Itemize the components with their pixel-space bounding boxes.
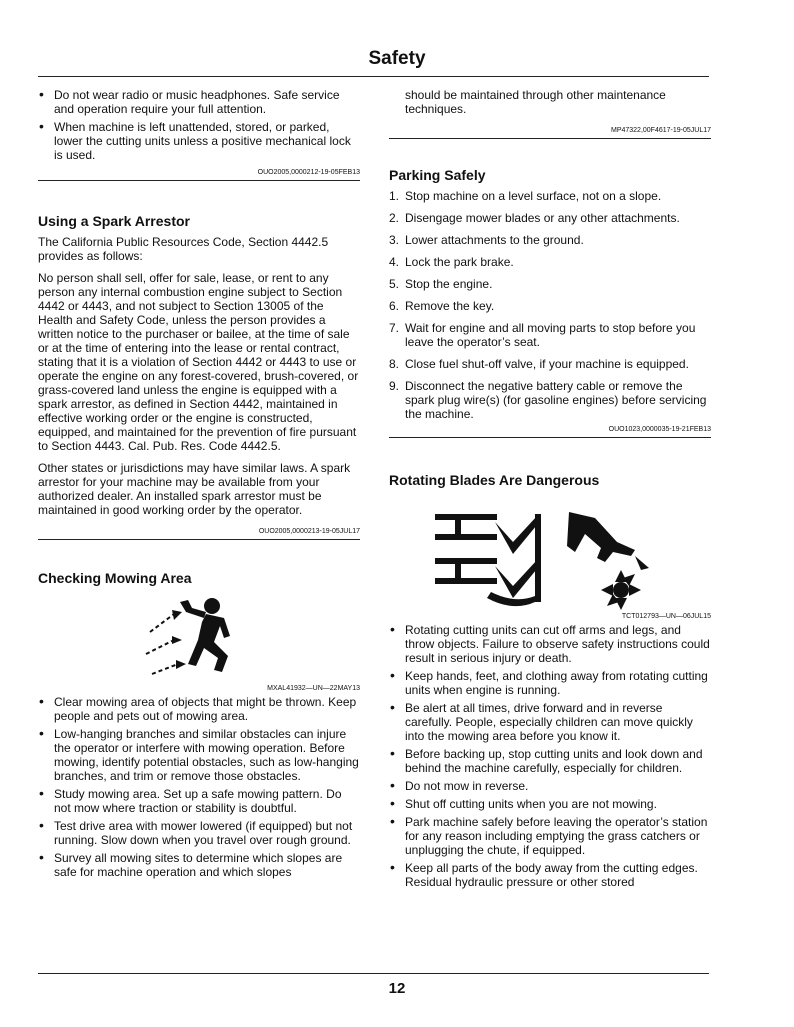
- section-heading: Rotating Blades Are Dangerous: [389, 472, 600, 488]
- parking-steps-list: [389, 189, 711, 421]
- thrown-object-figure: [38, 592, 360, 684]
- section-heading: Checking Mowing Area: [38, 570, 192, 586]
- section-heading: Parking Safely: [389, 167, 486, 183]
- spark-arrestor-section: [38, 213, 360, 540]
- section-divider: [38, 539, 360, 540]
- section-divider: [38, 180, 360, 181]
- right-column: [389, 88, 711, 893]
- mowing-bullet-list: [38, 695, 360, 879]
- section-divider: [389, 138, 711, 139]
- list-item: 4. Lock the park brake.: [389, 255, 514, 269]
- list-item: • When machine is left unattended, stored, or parked, lower the cutting units unless a positive mechanical lock is used.: [38, 120, 360, 162]
- figure-code: MXAL41932—UN—22MAY13: [267, 685, 360, 692]
- figure-code: TCT012793—UN—06JUL15: [621, 613, 711, 620]
- rotating-blades-figure: [389, 494, 711, 612]
- list-item: 8. Close fuel shut-off valve, if your machine is equipped.: [389, 357, 689, 371]
- list-item: • Keep all parts of the body away from the cutting edges. Residual hydraulic pressure or other stored: [389, 861, 711, 889]
- list-item: 6. Remove the key.: [389, 299, 495, 313]
- reference-code: OUO1023,0000035-19-21FEB13: [608, 426, 711, 433]
- list-item: • Rotating cutting units can cut off arms and legs, and throw objects. Failure to observe safety instructions could result in serious injury or death.: [389, 623, 711, 665]
- paragraph: The California Public Resources Code, Section 4442.5 provides as follows:: [38, 235, 329, 263]
- mowing-area-section: [38, 570, 360, 879]
- list-item: • Shut off cutting units when you are not mowing.: [389, 797, 711, 811]
- paragraph: should be maintained through other maintenance techniques.: [405, 88, 666, 116]
- reference-code: MP47322,00F4617-19-05JUL17: [610, 127, 711, 134]
- left-column: [38, 88, 360, 883]
- list-item: • Park machine safely before leaving the operator’s station for any reason including emptying the grass catchers or unplugging the chute, if equipped.: [389, 815, 711, 857]
- thrown-object-icon: [144, 592, 254, 684]
- list-item: • Test drive area with mower lowered (if equipped) but not running. Slow down when you travel over rough ground.: [38, 819, 360, 847]
- list-item: • Low-hanging branches and similar obstacles can injure the operator or interfere with mowing operation. Before mowing, identify potential obstacles, such as low-hanging branches, and trim or remove those obstacles.: [38, 727, 360, 783]
- list-item: • Study mowing area. Set up a safe mowing pattern. Do not mow where traction or stability is doubtful.: [38, 787, 360, 815]
- parking-section: [389, 167, 711, 438]
- reference-code: OUO2005,0000212-19-05FEB13: [257, 169, 360, 176]
- list-item: 7. Wait for engine and all moving parts to stop before you leave the operator’s seat.: [389, 321, 696, 349]
- list-item: • Survey all mowing sites to determine which slopes are safe for machine operation and which slopes: [38, 851, 360, 879]
- list-item: 3. Lower attachments to the ground.: [389, 233, 584, 247]
- blade-hazard-icon: [435, 512, 665, 622]
- header-rule: [38, 76, 709, 77]
- list-item: • Clear mowing area of objects that might be thrown. Keep people and pets out of mowing area.: [38, 695, 360, 723]
- list-item: 9. Disconnect the negative battery cable or remove the spark plug wire(s) (for gasoline engines) before servicing the machine.: [389, 379, 707, 421]
- list-item: • Do not mow in reverse.: [389, 779, 711, 793]
- list-item: • Do not wear radio or music headphones. Safe service and operation require your full attention.: [38, 88, 360, 116]
- page-title: Safety: [368, 48, 426, 69]
- footer-rule: [38, 973, 709, 974]
- list-item: • Before backing up, stop cutting units and look down and behind the machine carefully, especially for children.: [389, 747, 711, 775]
- rotating-blades-section: [389, 472, 711, 889]
- list-item: 1. Stop machine on a level surface, not on a slope.: [389, 189, 662, 203]
- page-number: 12: [388, 980, 406, 997]
- reference-code: OUO2005,0000213-19-05JUL17: [258, 528, 360, 535]
- list-item: 2. Disengage mower blades or any other attachments.: [389, 211, 680, 225]
- paragraph: Other states or jurisdictions may have similar laws. A spark arrestor for your machine may be available from your authorized dealer. An installed spark arrestor must be maintained in good working order by the operator.: [38, 461, 351, 517]
- intro-bullet-list: [38, 88, 360, 162]
- section-heading: Using a Spark Arrestor: [38, 213, 190, 229]
- list-item: • Be alert at all times, drive forward and in reverse carefully. People, especially children can move quickly into the mowing area before you know it.: [389, 701, 711, 743]
- paragraph: No person shall sell, offer for sale, lease, or rent to any person any internal combustion engine subject to Section 4442 or 4443, and not subject to Section 13005 of the Health and Safety Code, unless the person provides a written notice to the purchaser or bailee, at the time of sale or at the time of entering into the lease or rental contract, stating that it is a violation of Section 4442 or 4443 to use or operate the engine on any forest-covered, brush-covered, or grass-covered land unless the engine is equipped with a spark arrestor, as defined in Section 4442, maintained in effective working order or the engine is constructed, equipped, and maintained for the prevention of fire pursuant to Section 4443. Cal. Pub. Res. Code 4442.5.: [38, 271, 359, 453]
- section-divider: [389, 437, 711, 438]
- list-item: • Keep hands, feet, and clothing away from rotating cutting units when engine is running.: [389, 669, 711, 697]
- list-item: 5. Stop the engine.: [389, 277, 493, 291]
- blades-bullet-list: [389, 623, 711, 889]
